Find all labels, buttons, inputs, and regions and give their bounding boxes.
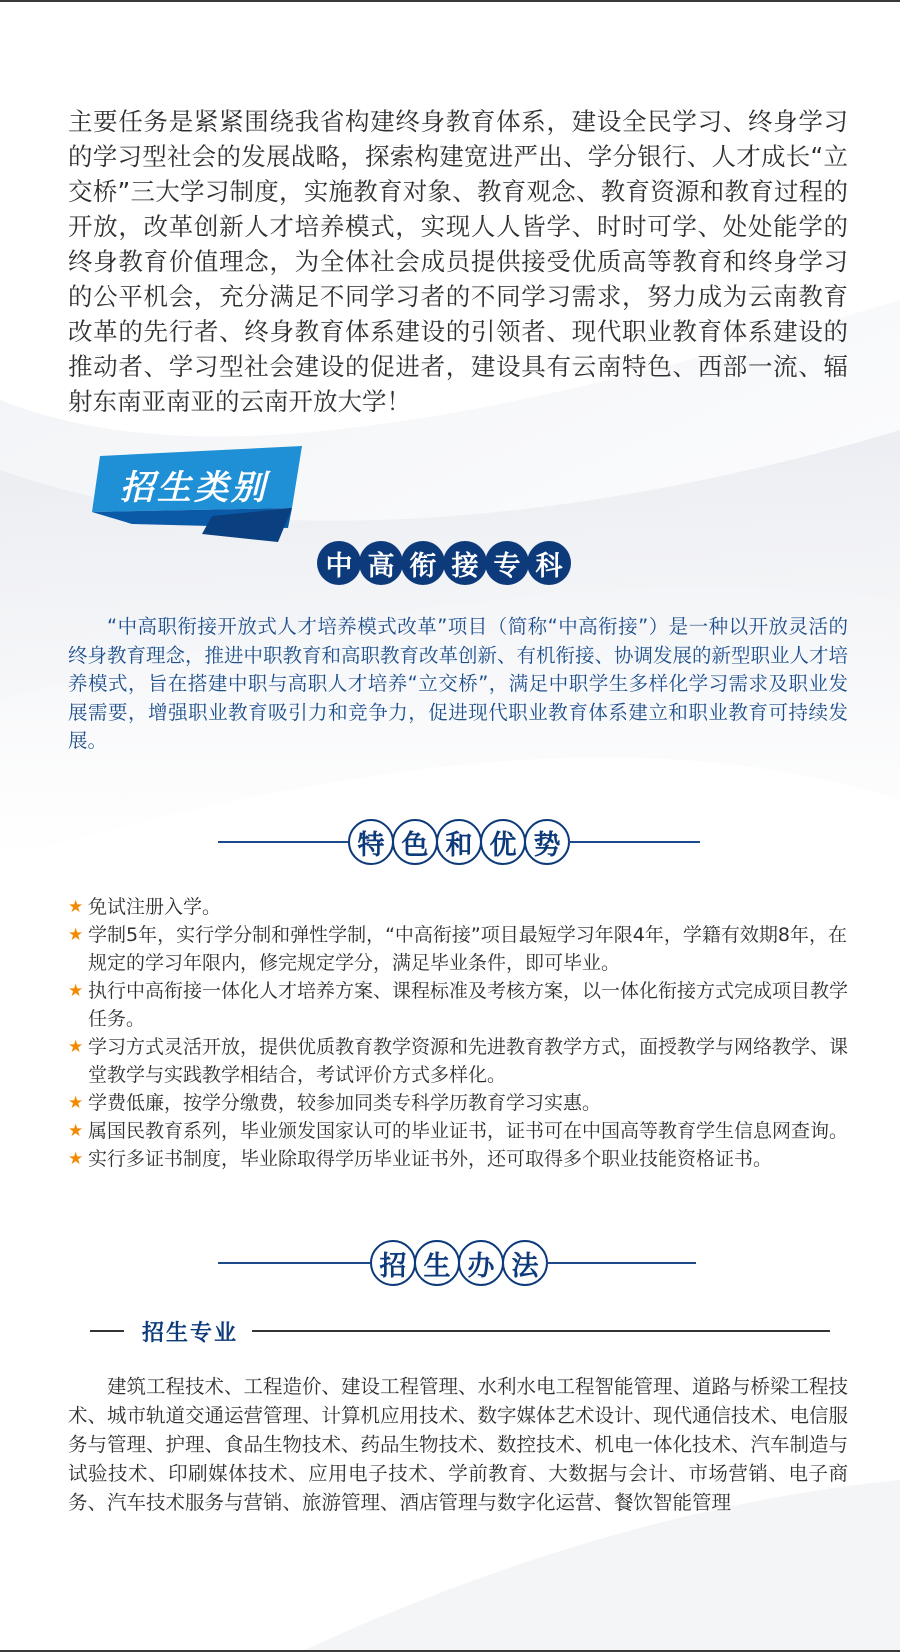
title-char: 色 [392,819,438,865]
title-char: 中 [317,541,361,585]
banner-label: 招生类别 [120,468,268,508]
title-line-left [218,1262,370,1264]
title-char: 高 [359,541,403,585]
list-item: ★ 属国民教育系列，毕业颁发国家认可的毕业证书，证书可在中国高等教育学生信息网查询。 [68,1117,858,1145]
title-line-right [546,1262,696,1264]
title-char: 科 [527,541,571,585]
star-icon: ★ [68,897,84,917]
title-char: 接 [443,541,487,585]
star-icon: ★ [68,1037,84,1057]
title-char: 办 [458,1240,504,1286]
features-list [68,893,858,1173]
majors-paragraph: 建筑工程技术、工程造价、建设工程管理、水利水电工程智能管理、道路与桥梁工程技术、城市轨道交通运营管理、计算机应用技术、数字媒体艺术设计、现代通信技术、电信服务与管理、护理、食品生物技术、药品生物技术、数控技术、机电一体化技术、汽车制造与试验技术、印刷媒体技术、应用电子技术、学前教育、大数据与会计、市场营销、电子商务、汽车技术服务与营销、旅游管理、酒店管理与数字化运营、餐饮智能管理 [68,1375,849,1514]
zg-section-title [317,541,569,585]
majors-subheading [90,1316,830,1346]
star-icon: ★ [68,1149,84,1169]
star-icon: ★ [68,981,84,1001]
title-char: 法 [502,1240,548,1286]
zg-paragraph: “中高职衔接开放式人才培养模式改革”项目（简称“中高衔接”）是一种以开放灵活的终身教育理念，推进中职教育和高职教育改革创新、有机衔接、协调发展的新型职业人才培养模式，旨在搭建中职与高职人才培养“立交桥”，满足中职学生多样化学习需求及职业发展需要，增强职业教育吸引力和竞争力，促进现代职业教育体系建立和职业教育可持续发展。 [68,615,849,752]
subhead-dash-left [90,1330,124,1332]
top-border [0,0,900,2]
title-char: 特 [348,819,394,865]
title-char: 专 [485,541,529,585]
star-icon: ★ [68,1121,84,1141]
subhead-label: 招生专业 [142,1320,239,1346]
list-item: ★ 学费低廉，按学分缴费，较参加同类专科学历教育学习实惠。 [68,1089,858,1117]
title-char: 优 [480,819,526,865]
method-section-title [218,1240,696,1286]
list-item: ★ 执行中高衔接一体化人才培养方案、课程标准及考核方案，以一体化衔接方式完成项目教学任务。 [68,977,858,1033]
title-char: 衔 [401,541,445,585]
list-item: ★ 实行多证书制度，毕业除取得学历毕业证书外，还可取得多个职业技能资格证书。 [68,1145,858,1173]
list-item: ★ 学制5年，实行学分制和弹性学制，“中高衔接”项目最短学习年限4年，学籍有效期8年，在规定的学习年限内，修完规定学分，满足毕业条件，即可毕业。 [68,921,858,977]
subhead-line-right [252,1330,830,1332]
list-item: ★ 学习方式灵活开放，提供优质教育教学资源和先进教育教学方式，面授教学与网络教学、课堂教学与实践教学相结合，考试评价方式多样化。 [68,1033,858,1089]
enrollment-category-banner [92,446,322,542]
features-section-title [218,819,700,865]
title-line-left [218,841,348,843]
list-item: ★ 免试注册入学。 [68,893,858,921]
title-char: 生 [414,1240,460,1286]
title-line-right [568,841,700,843]
title-char: 和 [436,819,482,865]
star-icon: ★ [68,925,84,945]
title-char: 招 [370,1240,416,1286]
title-char: 势 [524,819,570,865]
star-icon: ★ [68,1093,84,1113]
intro-paragraph: 主要任务是紧紧围绕我省构建终身教育体系，建设全民学习、终身学习的学习型社会的发展战略，探索构建宽进严出、学分银行、人才成长“立交桥”三大学习制度，实施教育对象、教育观念、教育资源和教育过程的开放，改革创新人才培养模式，实现人人皆学、时时可学、处处能学的终身教育价值理念，为全体社会成员提供接受优质高等教育和终身学习的公平机会，充分满足不同学习者的不同学习需求，努力成为云南教育改革的先行者、终身教育体系建设的引领者、现代职业教育体系建设的推动者、学习型社会建设的促进者，建设具有云南特色、西部一流、辐射东南亚南亚的云南开放大学！ [68,107,848,416]
